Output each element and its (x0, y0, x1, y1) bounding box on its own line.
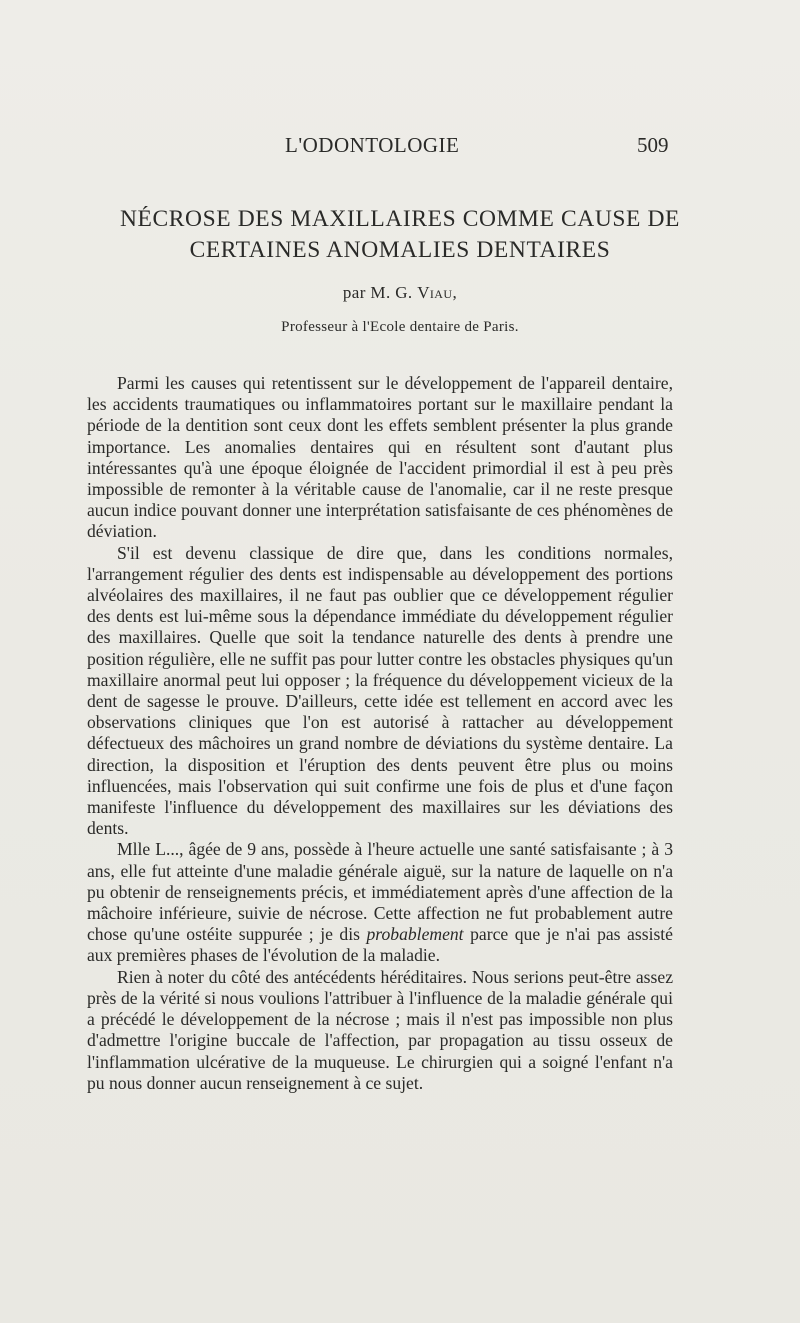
paragraph-3-text-end: parce que je n'ai pas assisté aux premières phases de l'évolution de la maladie. (87, 924, 673, 966)
paragraph-1: Parmi les causes qui retentissent sur le développement de l'appareil dentaire, les accidents traumatiques ou inflammatoires portant sur le maxillaire pendant la période de la dentition sont ceux dont les effets semblent présenter la plus grande importance. Les anomalies dentaires qui en résultent sont d'autant plus intéressantes qu'à une époque éloignée de l'accident primordial il est à peu près impossible de remonter à la véritable cause de l'anomalie, car il ne reste presque aucun indice pouvant donner une interprétation satisfaisante de ces phénomènes de déviation. (87, 373, 673, 542)
article-title-line-1: NÉCROSE DES MAXILLAIRES COMME CAUSE DE (119, 206, 681, 232)
paragraph-2: S'il est devenu classique de dire que, dans les conditions normales, l'arrangement régulier des dents est indispensable au développement des portions alvéolaires des maxillaires, il ne faut pas oublier que ce développement régulier des dents est lui-même sous la dépendance immédiate du développement régulier des maxillaires. Quelle que soit la tendance naturelle des dents à prendre une position régulière, elle ne suffit pas pour lutter contre les obstacles physiques qu'un maxillaire anormal peut lui opposer ; la fréquence du développement vicieux de la dent de sagesse le prouve. D'ailleurs, cette idée est tellement en accord avec les observations cliniques que l'on est autorisé à rattacher au développement défectueux des mâchoires un grand nombre de déviations du système dentaire. La direction, la disposition et l'éruption des dents peuvent être plus ou moins influencées, mais l'observation qui suit confirme une fois de plus et d'une façon manifeste l'influence du développement des maxillaires sur les déviations des dents. (87, 542, 673, 839)
byline-suffix: , (452, 283, 458, 302)
running-head (0, 133, 800, 157)
article-title-line-2: CERTAINES ANOMALIES DENTAIRES (189, 237, 611, 263)
paragraph-4: Rien à noter du côté des antécédents héréditaires. Nous serions peut-être assez près de la vérité si nous voulions l'attribuer à l'influence de la maladie générale qui a précédé le développement de la nécrose ; mais il n'est pas impossible non plus d'admettre l'origine buccale de l'affection, par propagation au tissu osseux de l'inflammation ulcérative de la muqueuse. Le chirurgien qui a soigné l'enfant n'a pu nous donner aucun renseignement à ce sujet. (87, 966, 673, 1093)
paragraph-3 (87, 839, 673, 966)
article-body (87, 373, 673, 1094)
paragraph-3-emphasis: probablement (366, 924, 464, 945)
article-title (60, 204, 740, 266)
byline-prefix: par M. G. (342, 283, 418, 302)
author-name: Viau (417, 283, 453, 302)
author-affiliation: Professeur à l'Ecole dentaire de Paris. (281, 319, 519, 335)
journal-name: L'ODONTOLOGIE (285, 133, 460, 157)
paragraph-3-text-start: Mlle L..., âgée de 9 ans, possède à l'heure actuelle une santé satisfaisante ; à 3 ans, elle fut atteinte d'une maladie générale aiguë, sur la nature de laquelle on n'a pu obtenir de renseignements précis, et immédiatement après d'une affection de la mâchoire inférieure, suivie de nécrose. Cette affection ne fut probablement autre chose qu'une ostéite suppurée ; je dis (87, 839, 673, 945)
page-number: 509 (637, 133, 669, 157)
byline (0, 283, 800, 303)
